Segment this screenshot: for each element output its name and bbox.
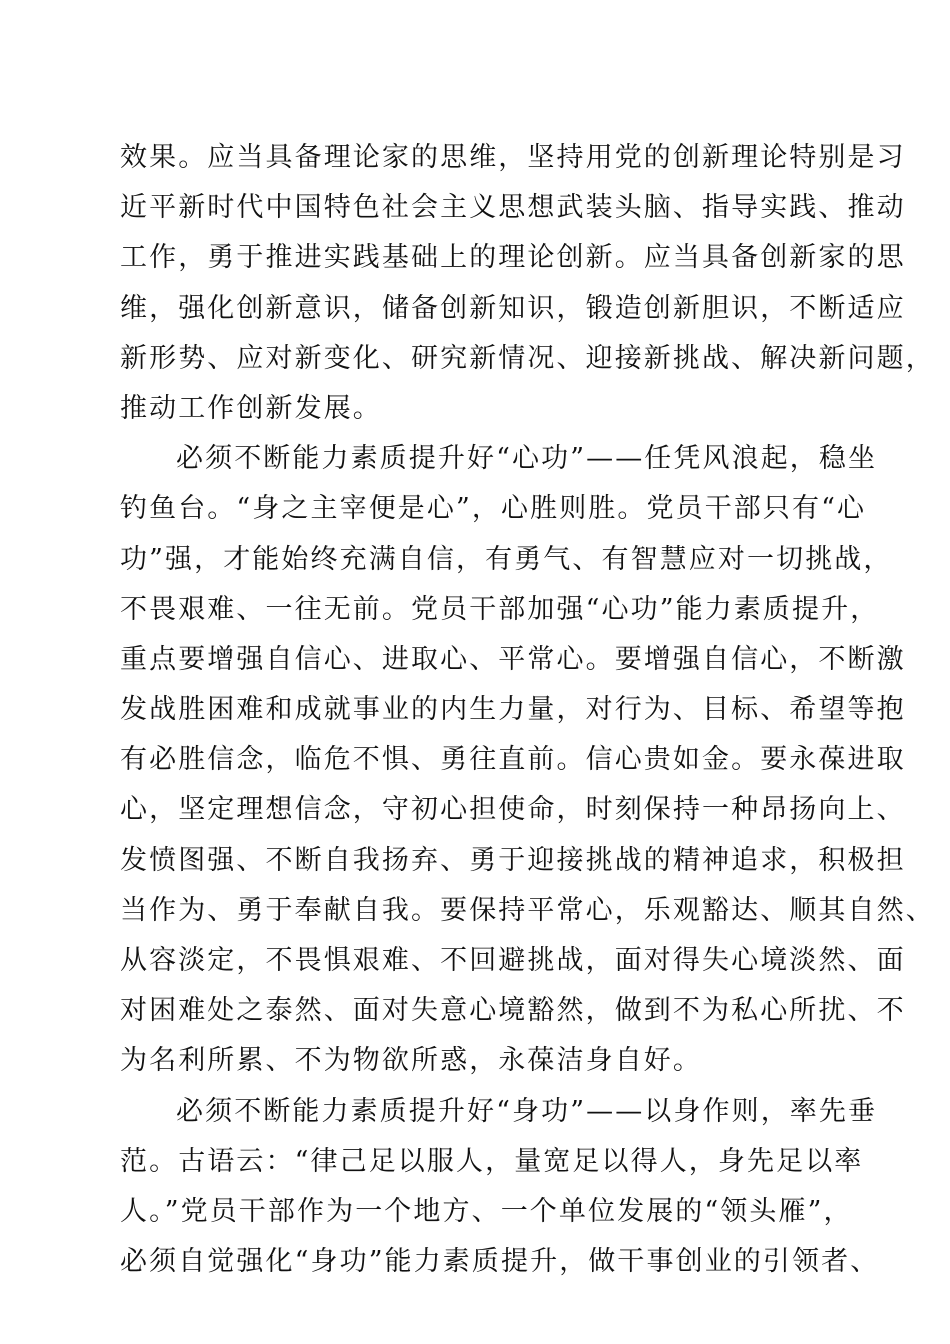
text-line: 为名利所累、不为物欲所惑，永葆洁身自好。 [120, 1045, 702, 1077]
text-line: 当作为、勇于奉献自我。要保持平常心，乐观豁达、顺其自然、 [120, 894, 935, 926]
text-line: 必须自觉强化“身功”能力素质提升，做干事创业的引领者、 [120, 1246, 880, 1278]
text-line: 功”强，才能始终充满自信，有勇气、有智慧应对一切挑战， [120, 543, 893, 575]
text-line: 推动工作创新发展。 [120, 392, 382, 424]
text-line: 心，坚定理想信念，守初心担使命，时刻保持一种昂扬向上、 [120, 794, 906, 826]
text-line: 近平新时代中国特色社会主义思想武装头脑、指导实践、推动 [120, 192, 906, 224]
text-line: 维，强化创新意识，储备创新知识，锻造创新胆识，不断适应 [120, 292, 906, 324]
paragraph-2 [120, 434, 935, 1086]
text-line: 新形势、应对新变化、研究新情况、迎接新挑战、解决新问题， [120, 342, 935, 374]
text-line: 钓鱼台。“身之主宰便是心”，心胜则胜。党员干部只有“心 [120, 493, 867, 525]
text-line: 重点要增强自信心、进取心、平常心。要增强自信心，不断激 [120, 643, 906, 675]
text-line: 人。”党员干部作为一个地方、一个单位发展的“领头雁”， [120, 1195, 853, 1227]
text-line: 对困难处之泰然、面对失意心境豁然，做到不为私心所扰、不 [120, 995, 906, 1027]
text-line: 效果。应当具备理论家的思维，坚持用党的创新理论特别是习 [120, 142, 906, 173]
text-line: 不畏艰难、一往无前。党员干部加强“心功”能力素质提升， [120, 593, 880, 625]
text-line: 从容淡定，不畏惧艰难、不回避挑战，面对得失心境淡然、面 [120, 945, 906, 976]
text-line: 发愤图强、不断自我扬弃、勇于迎接挑战的精神追求，积极担 [120, 844, 906, 876]
body-text [120, 133, 935, 1287]
text-line: 有必胜信念，临危不惧、勇往直前。信心贵如金。要永葆进取 [120, 744, 906, 776]
text-line: 工作，勇于推进实践基础上的理论创新。应当具备创新家的思 [120, 242, 906, 274]
paragraph-3 [120, 1087, 880, 1288]
text-line: 发战胜困难和成就事业的内生力量，对行为、目标、希望等抱 [120, 694, 906, 726]
text-line: 范。古语云：“律己足以服人，量宽足以得人，身先足以率 [120, 1145, 864, 1177]
paragraph-1 [120, 133, 935, 434]
text-line-first: 必须不断能力素质提升好“身功”——以身作则，率先垂 [176, 1095, 878, 1127]
text-line-first: 必须不断能力素质提升好“心功”——任凭风浪起，稳坐 [176, 443, 878, 475]
